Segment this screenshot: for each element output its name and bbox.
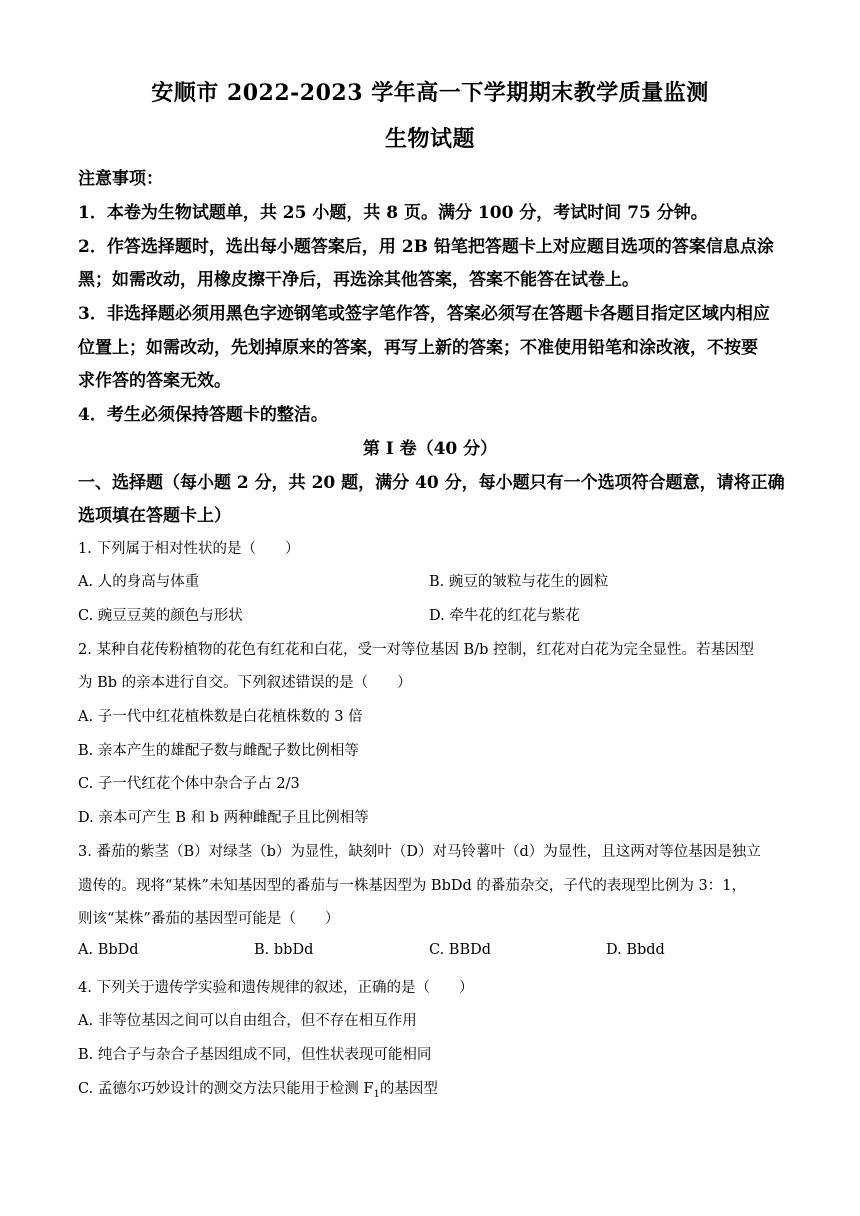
q3-stem-line-2: 遗传的。现将“某株”未知基因型的番茄与一株基因型为 BbDd 的番茄杂交，子代的表现型比例为 3：1，: [78, 878, 746, 894]
q1-option-a: A. 人的身高与体重: [78, 574, 200, 590]
q3-option-b: B. bbDd: [254, 942, 314, 958]
notice-item-1: 1．本卷为生物试题单，共 25 小题，共 8 页。满分 100 分，考试时间 75 分钟。: [78, 203, 708, 223]
q3-option-c: C. BBDd: [429, 942, 492, 958]
notice-item-3-line-1: 3．非选择题必须用黑色字迹钢笔或签字笔作答，答案必须写在答题卡各题目指定区域内相应: [78, 304, 770, 324]
q3-option-d: D. Bbdd: [606, 942, 665, 958]
notice-heading: 注意事项：: [78, 169, 163, 189]
section-instruction-line-2: 选项填在答题卡上）: [78, 506, 231, 526]
q2-stem-line-2: 为 Bb 的亲本进行自交。下列叙述错误的是（ ）: [78, 675, 412, 691]
q4-option-c-subscript: 1: [373, 1088, 380, 1100]
q2-option-c: C. 子一代红花个体中杂合子占 2/3: [78, 776, 300, 792]
q4-option-c-suffix: 的基因型: [379, 1081, 438, 1097]
q4-stem: 4. 下列关于遗传学实验和遗传规律的叙述，正确的是（ ）: [78, 980, 474, 996]
notice-item-2-line-2: 黑；如需改动，用橡皮擦干净后，再选涂其他答案，答案不能答在试卷上。: [78, 270, 639, 290]
q1-option-c: C. 豌豆豆荚的颜色与形状: [78, 608, 243, 624]
exam-subtitle: 生物试题: [384, 126, 475, 152]
q2-option-d: D. 亲本可产生 B 和 b 两种雌配子且比例相等: [78, 810, 369, 826]
q2-option-a: A. 子一代中红花植株数是白花植株数的 3 倍: [78, 709, 363, 725]
notice-item-3-line-3: 求作答的答案无效。: [78, 371, 231, 391]
q3-stem-line-1: 3. 番茄的紫茎（B）对绿茎（b）为显性，缺刻叶（D）对马铃薯叶（d）为显性，且这两对等位基因是独立: [78, 844, 761, 860]
q4-option-b: B. 纯合子与杂合子基因组成不同，但性状表现可能相同: [78, 1047, 432, 1063]
notice-item-4: 4．考生必须保持答题卡的整洁。: [78, 405, 328, 425]
q1-option-b: B. 豌豆的皱粒与花生的圆粒: [429, 574, 609, 590]
q1-option-d: D. 牵牛花的红花与紫花: [429, 608, 580, 624]
q2-stem-line-1: 2. 某种自花传粉植物的花色有红花和白花，受一对等位基因 B/b 控制，红花对白花为完全显性。若基因型: [78, 642, 754, 658]
section-instruction-line-1: 一、选择题（每小题 2 分，共 20 题，满分 40 分，每小题只有一个选项符合题意，请将正确: [78, 473, 785, 493]
q4-option-c-prefix: C. 孟德尔巧妙设计的测交方法只能用于检测 F: [78, 1081, 374, 1097]
notice-item-2-line-1: 2．作答选择题时，选出每小题答案后，用 2B 铅笔把答题卡上对应题目选项的答案信息点涂: [78, 237, 774, 257]
q3-stem-line-3: 则该“某株”番茄的基因型可能是（ ）: [78, 911, 340, 927]
exam-title: 安顺市 2022-2023 学年高一下学期期末教学质量监测: [151, 80, 709, 106]
q2-option-b: B. 亲本产生的雄配子数与雌配子数比例相等: [78, 743, 359, 759]
notice-item-3-line-2: 位置上；如需改动，先划掉原来的答案，再写上新的答案；不准使用铅笔和涂改液，不按要: [78, 338, 758, 358]
section-title: 第 I 卷（40 分）: [362, 439, 498, 459]
q3-option-a: A. BbDd: [78, 942, 139, 958]
q4-option-a: A. 非等位基因之间可以自由组合，但不存在相互作用: [78, 1013, 417, 1029]
q1-stem: 1. 下列属于相对性状的是（ ）: [78, 541, 300, 557]
q4-option-c: [78, 1077, 438, 1100]
